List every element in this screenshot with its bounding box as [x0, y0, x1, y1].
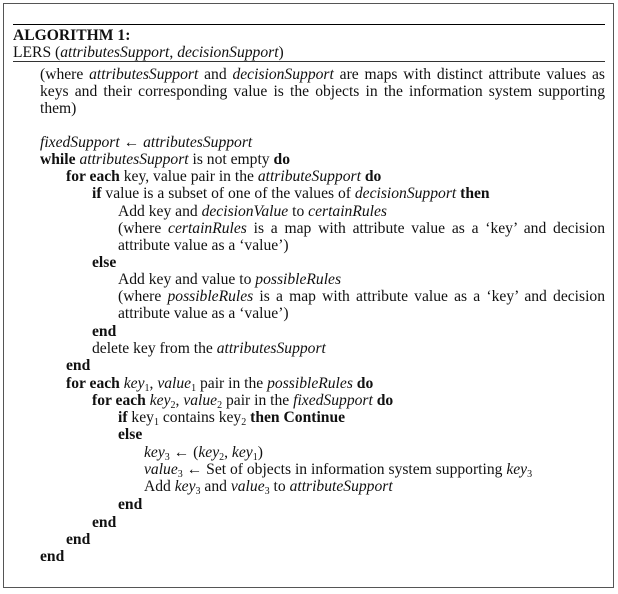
code-line-1	[40, 134, 252, 151]
subscript: 2	[170, 400, 176, 411]
code-line-23	[40, 548, 64, 565]
code-line-3	[66, 168, 381, 185]
code-var: key	[149, 392, 171, 409]
keyword-end: end	[66, 531, 91, 548]
code-text: pair in the	[222, 392, 294, 409]
code-var: attributesSupport	[79, 151, 189, 168]
code-text: to	[269, 478, 290, 495]
keyword-if: if	[118, 409, 128, 426]
code-line-18	[144, 461, 532, 478]
keyword-end: end	[40, 548, 65, 565]
subscript: 3	[527, 469, 533, 480]
sig-close: )	[278, 44, 284, 61]
code-text: delete key from the	[92, 340, 217, 357]
code-var: value	[230, 478, 265, 495]
keyword-end: end	[92, 323, 117, 340]
code-line-9	[118, 288, 605, 322]
keyword-end: end	[118, 496, 143, 513]
code-text: )	[257, 444, 263, 461]
code-text: is a map with attribute value as a ‘key’ and decision attribute value as a ‘value’)	[118, 220, 605, 254]
subscript: 1	[153, 417, 159, 428]
code-var: key	[123, 375, 145, 392]
preamble-text: are maps with distinct attribute values as keys and their corresponding value is the objects in the information system supporting them)	[40, 66, 605, 117]
keyword-while: while	[40, 151, 76, 168]
code-line-7	[92, 254, 116, 271]
code-var: possibleRules	[167, 288, 254, 305]
subscript: 1	[191, 383, 197, 394]
code-line-17	[144, 444, 263, 461]
code-line-6	[118, 220, 605, 254]
preamble-text: (where	[40, 66, 90, 83]
assign-arrow: ←	[119, 134, 144, 151]
code-var: attributesSupport	[143, 134, 253, 151]
keyword-else: else	[92, 254, 117, 271]
keyword-do: do	[273, 151, 290, 168]
preamble-var: decisionSupport	[232, 66, 334, 83]
subscript: 2	[241, 417, 247, 428]
code-var: decisionValue	[201, 203, 289, 220]
code-var: possibleRules	[267, 375, 353, 392]
preamble-comment	[40, 66, 605, 117]
header-rule	[13, 61, 605, 62]
code-line-5	[118, 203, 387, 220]
code-line-11	[92, 340, 326, 357]
code-line-20	[118, 496, 142, 513]
code-line-2	[40, 151, 290, 168]
sig-open: (	[51, 44, 61, 61]
keyword-do: do	[356, 375, 374, 392]
assign-arrow: ← (	[169, 444, 199, 461]
code-line-14	[92, 392, 393, 409]
code-text: Add key and value to	[118, 271, 256, 288]
code-var: attributeSupport	[289, 478, 393, 495]
code-var: value	[183, 392, 218, 409]
preamble-text: and	[198, 66, 233, 83]
code-line-4	[92, 185, 490, 202]
keyword-end: end	[92, 514, 117, 531]
code-var: certainRules	[308, 203, 387, 220]
param-decision-support: decisionSupport	[177, 44, 279, 61]
code-line-21	[92, 514, 116, 531]
keyword-then: then	[250, 409, 280, 426]
code-text: (where	[118, 288, 168, 305]
algorithm-title: ALGORITHM 1:	[13, 27, 131, 44]
code-var: possibleRules	[255, 271, 342, 288]
assign-arrow: ←	[182, 461, 207, 478]
sig-sep: ,	[169, 44, 178, 61]
code-text: pair in the	[196, 375, 268, 392]
code-var: attributesSupport	[216, 340, 326, 357]
subscript: 2	[219, 452, 225, 463]
code-var: fixedSupport	[40, 134, 120, 151]
param-attributes-support: attributesSupport	[60, 44, 170, 61]
top-rule	[13, 24, 605, 25]
code-line-13	[66, 375, 373, 392]
algorithm-signature	[13, 44, 284, 61]
code-var: attributeSupport	[257, 168, 361, 185]
code-var: value	[157, 375, 192, 392]
code-text: ,	[175, 392, 184, 409]
code-var: fixedSupport	[293, 392, 373, 409]
keyword-do: do	[364, 168, 382, 185]
keyword-for-each: for each	[66, 375, 120, 392]
code-var: certainRules	[168, 220, 247, 237]
subscript: 1	[252, 452, 258, 463]
code-line-22	[66, 531, 90, 548]
keyword-do: do	[376, 392, 394, 409]
subscript: 3	[264, 486, 270, 497]
keyword-else: else	[118, 426, 143, 443]
code-var: key	[198, 444, 220, 461]
keyword-end: end	[66, 357, 91, 374]
code-var: key	[174, 478, 196, 495]
subscript: 3	[195, 486, 201, 497]
code-text: (where	[118, 220, 169, 237]
keyword-for-each: for each	[66, 168, 120, 185]
code-text: to	[288, 203, 309, 220]
code-line-12	[66, 357, 90, 374]
subscript: 3	[164, 452, 170, 463]
code-text: value is a subset of one of the values of	[101, 185, 355, 202]
keyword-for-each: for each	[92, 392, 146, 409]
code-text: key	[127, 409, 154, 426]
code-var: decisionSupport	[354, 185, 457, 202]
code-text: key, value pair in the	[119, 168, 258, 185]
preamble-var: attributesSupport	[89, 66, 199, 83]
code-var: key	[231, 444, 253, 461]
code-line-19	[144, 478, 393, 495]
code-text: ,	[149, 375, 158, 392]
keyword-if: if	[92, 185, 102, 202]
keyword-continue: Continue	[283, 409, 346, 426]
code-text: Add	[144, 478, 175, 495]
subscript: 2	[217, 400, 223, 411]
code-text: Add key and	[118, 203, 202, 220]
code-line-16	[118, 426, 142, 443]
code-text: is a map with attribute value as a ‘key’ and decision attribute value as a ‘value’)	[118, 288, 605, 322]
code-text: ,	[224, 444, 232, 461]
code-text: and	[200, 478, 231, 495]
subscript: 3	[177, 469, 183, 480]
code-line-15	[118, 409, 345, 426]
code-text: is not empty	[188, 151, 274, 168]
code-line-8	[118, 271, 341, 288]
code-var: key	[144, 444, 165, 461]
function-name: LERS	[13, 44, 52, 61]
code-text: contains key	[158, 409, 242, 426]
keyword-then: then	[460, 185, 490, 202]
code-var: key	[506, 461, 528, 478]
code-text: Set of objects in information system supporting	[206, 461, 507, 478]
code-line-10	[92, 323, 116, 340]
subscript: 1	[144, 383, 150, 394]
code-var: value	[144, 461, 178, 478]
